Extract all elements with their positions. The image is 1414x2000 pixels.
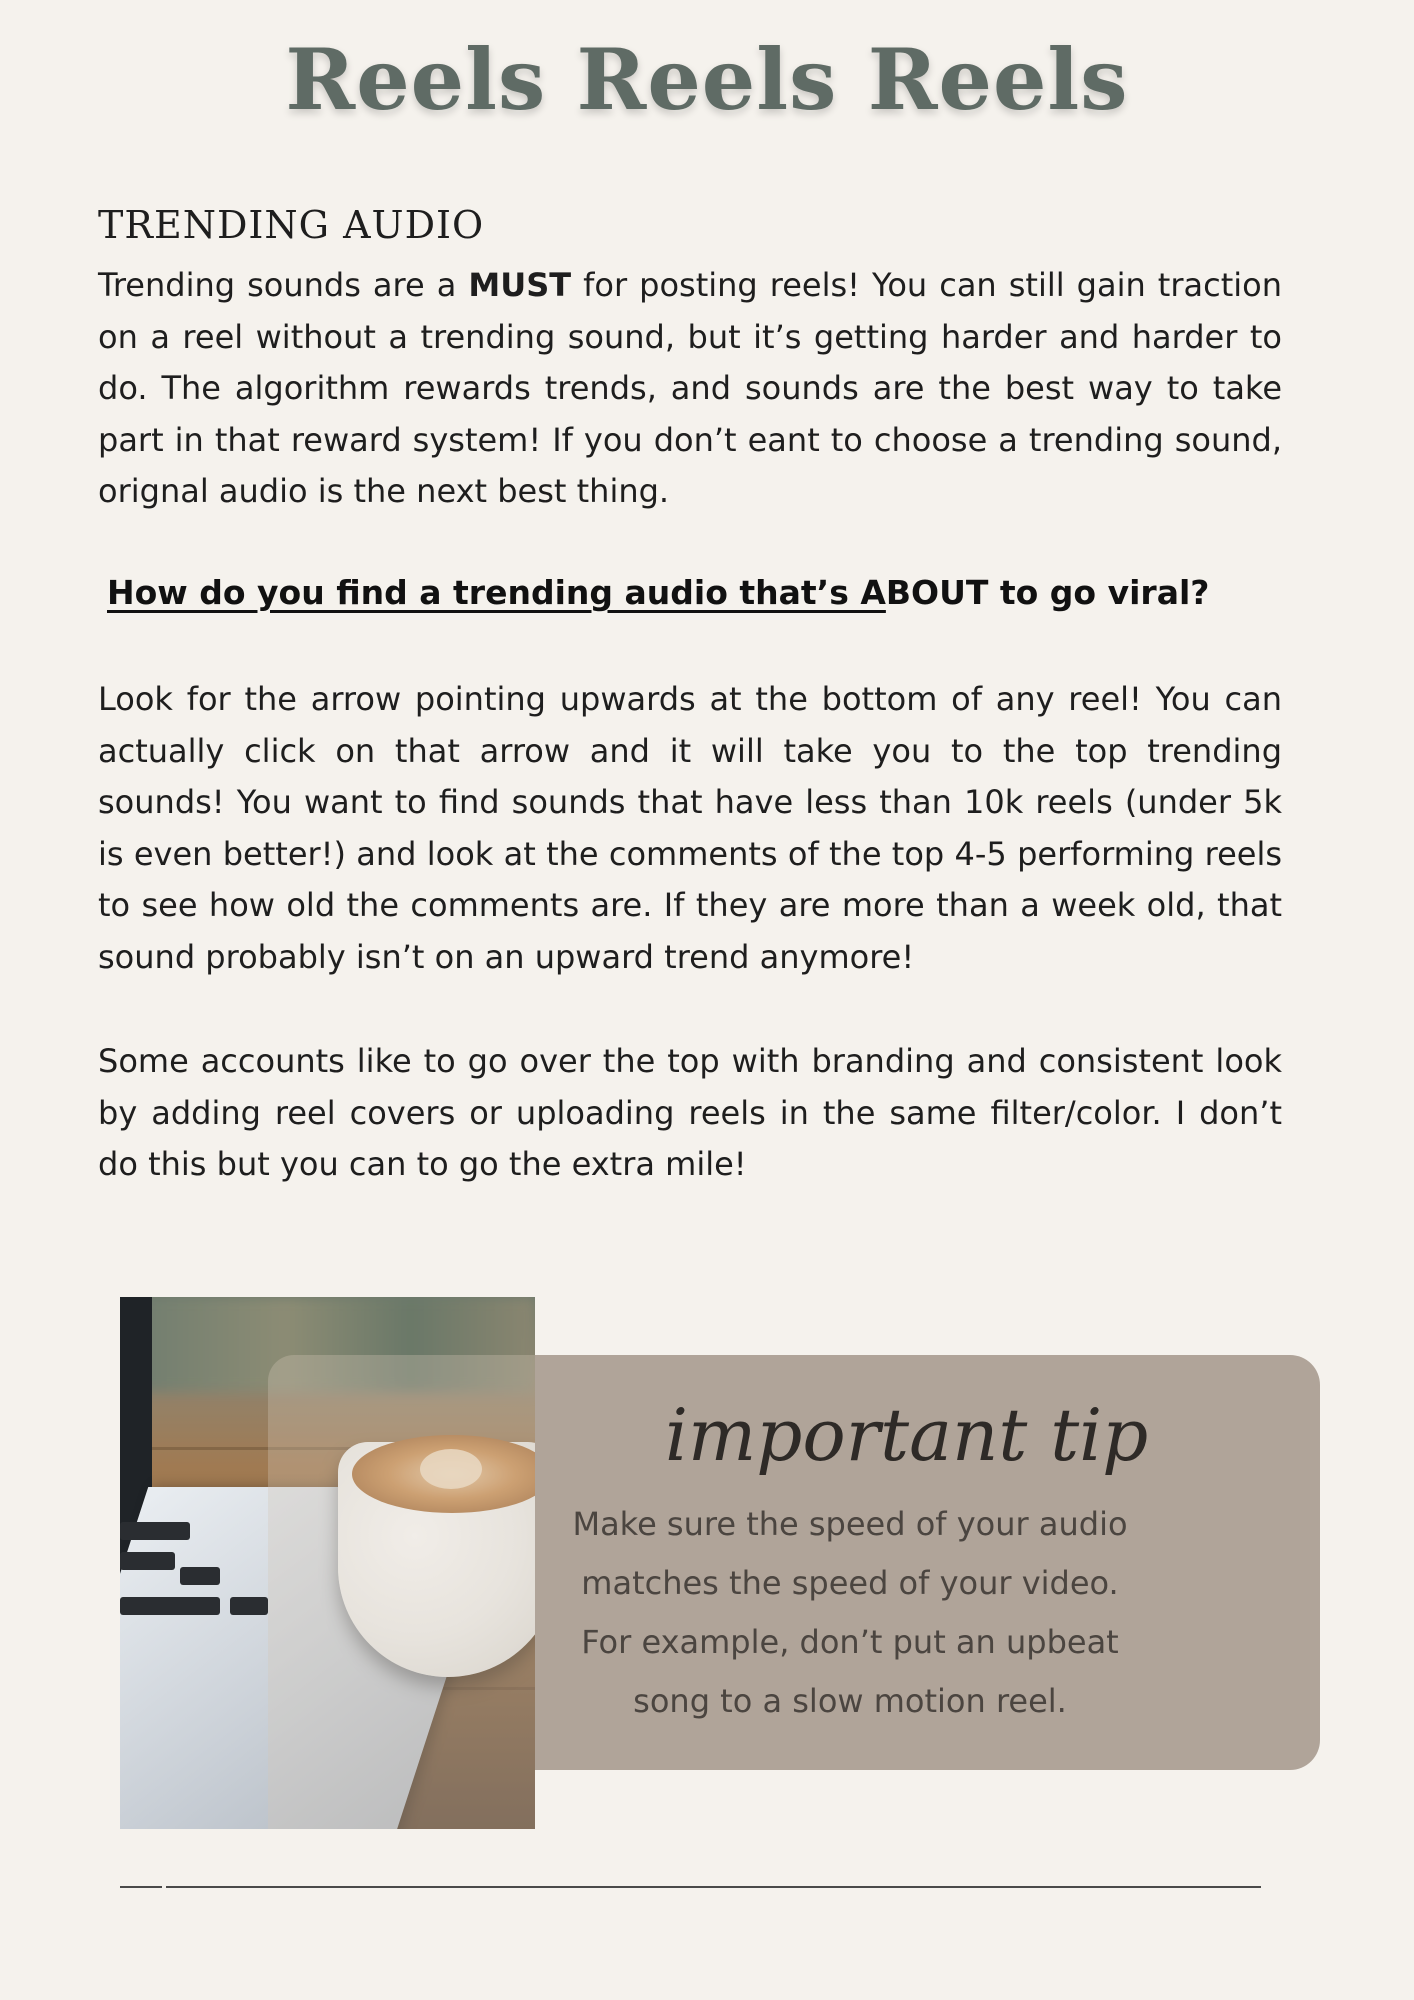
question-rest: BOUT to go viral? [885, 573, 1210, 612]
laptop-key [230, 1597, 268, 1615]
laptop-key [120, 1522, 190, 1540]
question-heading [107, 573, 1209, 612]
tip-line: Make sure the speed of your audio [572, 1505, 1128, 1543]
coffee-laptop-photo [120, 1297, 535, 1829]
important-tip-script-heading [645, 1365, 1205, 1515]
laptop-key [180, 1567, 220, 1585]
photo-overlay [268, 1355, 535, 1829]
important-tip-box [535, 1355, 1320, 1770]
laptop-key [120, 1597, 220, 1615]
paragraph-text: for posting reels! You can still gain traction on a reel without a trending sound, but it’s getting harder and harder to do. The algorithm rewards trends, and sounds are the best way to take part in that reward system! If you don’t eant to choose a trending sound, orignal audio is the next best thing. [98, 266, 1283, 510]
tip-body [565, 1495, 1135, 1731]
tip-line: song to a slow motion reel. [633, 1682, 1067, 1720]
section-heading: TRENDING AUDIO [98, 203, 485, 247]
laptop-key [120, 1552, 175, 1570]
footer-divider [120, 1886, 1261, 1888]
emphasis-must: MUST [468, 266, 572, 304]
tip-line: matches the speed of your video. [581, 1564, 1119, 1602]
paragraph-text: Trending sounds are a [98, 266, 469, 304]
question-underlined: How do you find a trending audio that’s A [107, 573, 886, 612]
page-title: Reels Reels Reels [285, 30, 1129, 129]
tip-line: For example, don’t put an upbeat [581, 1623, 1119, 1661]
paragraph-branding: Some accounts like to go over the top with branding and consistent look by adding reel covers or uploading reels in the same filter/color. I don’t do this but you can to go the extra mile! [98, 1042, 1282, 1183]
divider-gap [162, 1885, 166, 1889]
tip-heading-text: important tip [665, 1393, 1149, 1477]
paragraph-trending-sounds [98, 260, 1282, 518]
paragraph-find-audio: Look for the arrow pointing upwards at the bottom of any reel! You can actually click on that arrow and it will take you to the top trending sounds! You want to find sounds that have less than 10k reels (under 5k is even better!) and look at the comments of the top 4-5 performing reels to see how old the comments are. If they are more than a week old, that sound probably isn’t on an upward trend anymore! [98, 680, 1282, 976]
